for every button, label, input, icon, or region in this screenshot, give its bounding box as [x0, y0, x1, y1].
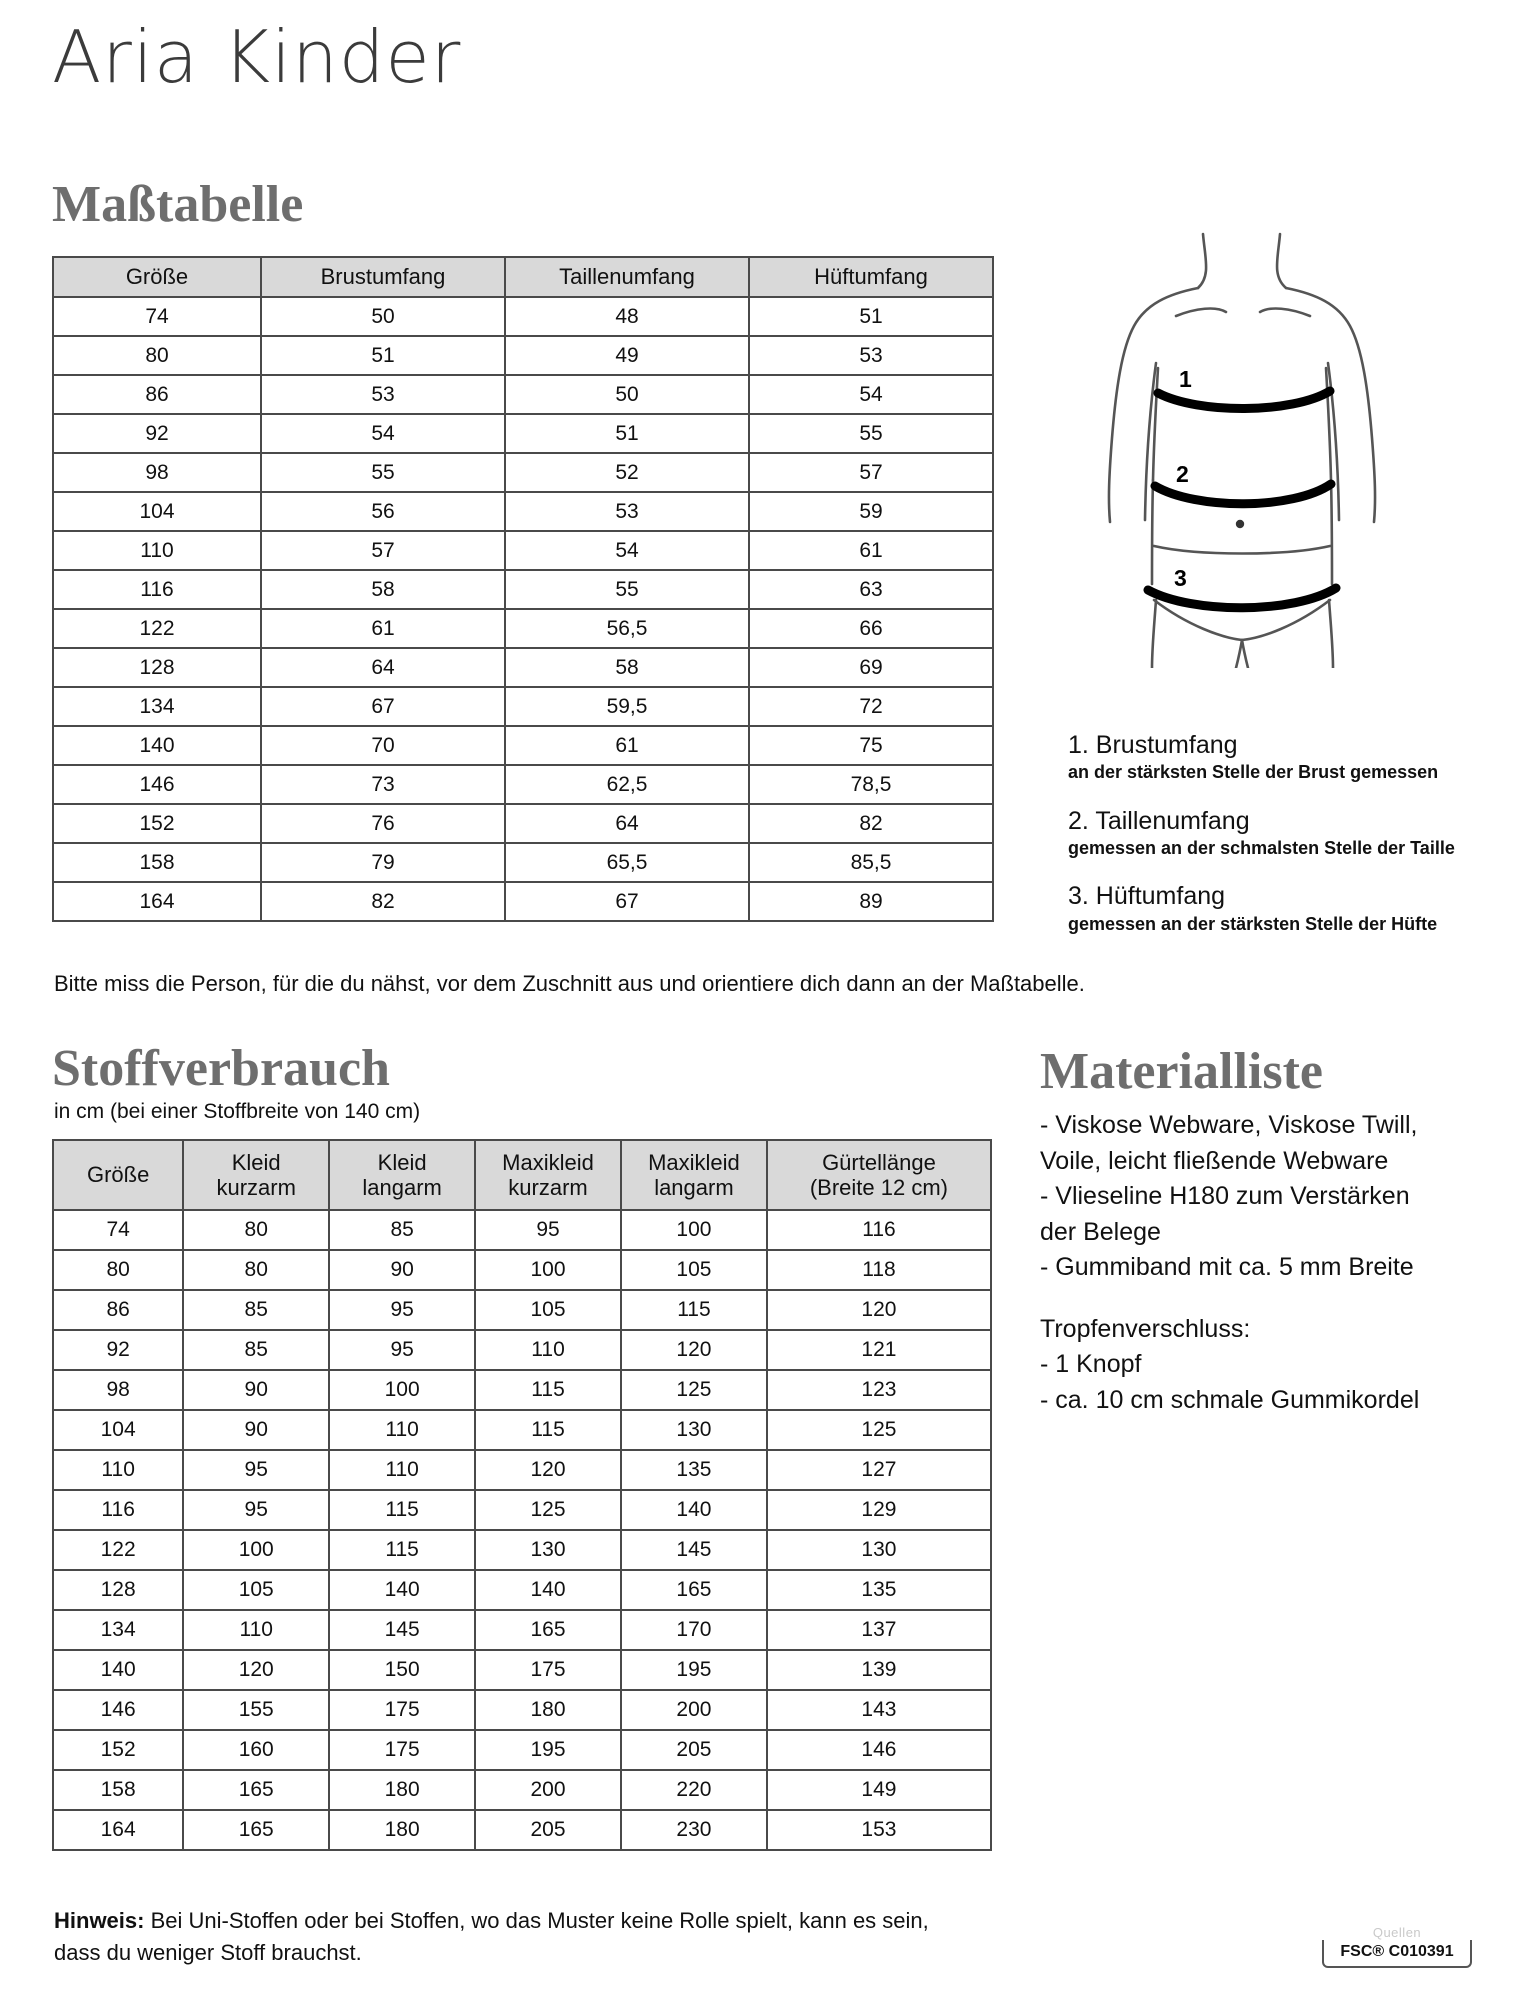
cell-value: 180 — [329, 1770, 475, 1810]
cell-value: 63 — [749, 570, 993, 609]
cell-value: 62,5 — [505, 765, 749, 804]
cell-value: 115 — [621, 1290, 767, 1330]
column-header-groesse: Größe — [53, 257, 261, 297]
cell-size: 92 — [53, 1330, 183, 1370]
material-list-item: - Vlieseline H180 zum Verstärken — [1040, 1182, 1410, 1210]
material-list-item: - Gummiband mit ca. 5 mm Breite — [1040, 1253, 1414, 1281]
legend-item-title: 3. Hüftumfang — [1068, 882, 1226, 911]
cell-value: 100 — [621, 1210, 767, 1250]
cell-value: 105 — [183, 1570, 329, 1610]
cell-value: 61 — [261, 609, 505, 648]
material-list-item: der Belege — [1040, 1217, 1161, 1246]
table-row — [53, 1730, 991, 1770]
brand-title: Aria Kinder — [52, 15, 462, 99]
cell-value: 95 — [183, 1490, 329, 1530]
cell-value: 120 — [621, 1330, 767, 1370]
cell-size: 74 — [53, 1210, 183, 1250]
cell-size: 110 — [53, 1450, 183, 1490]
cell-value: 100 — [183, 1530, 329, 1570]
table-row — [53, 1650, 991, 1690]
table-row — [53, 687, 993, 726]
cell-value: 170 — [621, 1610, 767, 1650]
cell-value: 180 — [329, 1810, 475, 1850]
material-group-title: Tropfenverschluss: — [1040, 1314, 1251, 1343]
cell-value: 146 — [767, 1730, 991, 1770]
cell-value: 82 — [749, 804, 993, 843]
cell-value: 61 — [505, 726, 749, 765]
table-row — [53, 1370, 991, 1410]
cell-value: 85,5 — [749, 843, 993, 882]
cell-size: 110 — [53, 531, 261, 570]
cell-value: 85 — [183, 1330, 329, 1370]
cell-value: 155 — [183, 1690, 329, 1730]
cell-value: 135 — [767, 1570, 991, 1610]
table-row — [53, 453, 993, 492]
cell-value: 127 — [767, 1450, 991, 1490]
cell-value: 125 — [621, 1370, 767, 1410]
cell-value: 139 — [767, 1650, 991, 1690]
cell-value: 115 — [475, 1410, 621, 1450]
cell-value: 64 — [505, 804, 749, 843]
cell-value: 51 — [261, 336, 505, 375]
column-header — [183, 1140, 329, 1210]
measure-table-heading: Maßtabelle — [52, 176, 304, 233]
cell-size: 80 — [53, 1250, 183, 1290]
cell-value: 65,5 — [505, 843, 749, 882]
cell-value: 85 — [329, 1210, 475, 1250]
cell-size: 74 — [53, 297, 261, 336]
cell-value: 80 — [183, 1250, 329, 1290]
column-header-line2: kurzarm — [216, 1175, 296, 1200]
cell-size: 158 — [53, 843, 261, 882]
table-row — [53, 1330, 991, 1370]
legend-item-description: gemessen an der stärksten Stelle der Hüfte — [1068, 913, 1438, 934]
cell-value: 121 — [767, 1330, 991, 1370]
table-header-row — [53, 257, 993, 297]
cell-value: 90 — [183, 1410, 329, 1450]
cell-value: 57 — [261, 531, 505, 570]
cell-value: 90 — [183, 1370, 329, 1410]
cell-value: 56 — [261, 492, 505, 531]
table-header-row — [53, 1140, 991, 1210]
cell-size: 116 — [53, 570, 261, 609]
table-row — [53, 765, 993, 804]
material-list-item: Voile, leicht fließende Webware — [1040, 1146, 1389, 1175]
cell-value: 89 — [749, 882, 993, 921]
measure-note: Bitte miss die Person, für die du nähst, vor dem Zuschnitt aus und orientiere dich dann an der Maßtabelle. — [54, 971, 1085, 996]
cell-size: 128 — [53, 1570, 183, 1610]
material-list-item: - 1 Knopf — [1040, 1350, 1142, 1378]
cell-value: 140 — [329, 1570, 475, 1610]
cell-value: 145 — [621, 1530, 767, 1570]
cell-value: 125 — [767, 1410, 991, 1450]
legend-item-3 — [1068, 881, 1488, 936]
column-header-hueftumfang: Hüftumfang — [749, 257, 993, 297]
cell-value: 205 — [475, 1810, 621, 1850]
cell-size: 134 — [53, 1610, 183, 1650]
legend-item-1 — [1068, 730, 1488, 785]
cell-value: 50 — [505, 375, 749, 414]
cell-value: 153 — [767, 1810, 991, 1850]
legend-item-2 — [1068, 806, 1488, 861]
cell-size: 116 — [53, 1490, 183, 1530]
material-list — [1040, 1108, 1480, 1418]
cell-value: 55 — [261, 453, 505, 492]
table-row — [53, 1290, 991, 1330]
cell-value: 110 — [183, 1610, 329, 1650]
table-row — [53, 531, 993, 570]
material-list-item: - Viskose Webware, Viskose Twill, — [1040, 1111, 1418, 1139]
body-measurement-diagram — [1048, 228, 1448, 668]
cell-value: 175 — [329, 1730, 475, 1770]
cell-value: 48 — [505, 297, 749, 336]
cell-value: 58 — [505, 648, 749, 687]
cell-value: 200 — [475, 1770, 621, 1810]
column-header-line1: Gürtellänge — [822, 1149, 936, 1175]
cell-value: 55 — [505, 570, 749, 609]
fsc-quellen-label: Quellen — [1372, 1925, 1422, 1940]
table-row — [53, 1410, 991, 1450]
cell-size: 104 — [53, 1410, 183, 1450]
cell-value: 61 — [749, 531, 993, 570]
cell-value: 54 — [505, 531, 749, 570]
cell-value: 50 — [261, 297, 505, 336]
table-row — [53, 648, 993, 687]
cell-size: 152 — [53, 1730, 183, 1770]
fabric-subcaption: in cm (bei einer Stoffbreite von 140 cm) — [54, 1100, 421, 1123]
navel-dot — [1236, 520, 1244, 528]
table-row — [53, 336, 993, 375]
cell-value: 78,5 — [749, 765, 993, 804]
column-header-line1: Kleid — [377, 1149, 427, 1175]
legend-item-title: 2. Taillenumfang — [1068, 806, 1250, 835]
cell-value: 137 — [767, 1610, 991, 1650]
table-row — [53, 1770, 991, 1810]
cell-value: 51 — [749, 297, 993, 336]
cell-size: 122 — [53, 1530, 183, 1570]
column-header-brustumfang: Brustumfang — [261, 257, 505, 297]
cell-value: 53 — [749, 336, 993, 375]
measure-table-body — [53, 297, 993, 921]
cell-size: 80 — [53, 336, 261, 375]
cell-value: 118 — [767, 1250, 991, 1290]
column-header-line1: Größe — [86, 1162, 150, 1188]
material-list-item: - ca. 10 cm schmale Gummikordel — [1040, 1385, 1420, 1414]
table-row — [53, 492, 993, 531]
table-row — [53, 1450, 991, 1490]
cell-value: 200 — [621, 1690, 767, 1730]
material-list-heading: Materialliste — [1040, 1043, 1323, 1100]
cell-value: 79 — [261, 843, 505, 882]
table-row — [53, 609, 993, 648]
cell-value: 66 — [749, 609, 993, 648]
fabric-table — [52, 1139, 992, 1851]
table-row — [53, 1210, 991, 1250]
marker-2-label: 2 — [1176, 461, 1189, 487]
cell-value: 85 — [183, 1290, 329, 1330]
cell-value: 57 — [749, 453, 993, 492]
cell-value: 100 — [329, 1370, 475, 1410]
cell-size: 164 — [53, 882, 261, 921]
cell-value: 76 — [261, 804, 505, 843]
cell-size: 146 — [53, 765, 261, 804]
cell-value: 220 — [621, 1770, 767, 1810]
cell-value: 120 — [475, 1450, 621, 1490]
cell-value: 125 — [475, 1490, 621, 1530]
cell-value: 123 — [767, 1370, 991, 1410]
cell-value: 95 — [329, 1330, 475, 1370]
cell-value: 205 — [621, 1730, 767, 1770]
cell-value: 129 — [767, 1490, 991, 1530]
cell-size: 152 — [53, 804, 261, 843]
legend-item-description: an der stärksten Stelle der Brust gemessen — [1068, 762, 1439, 783]
cell-value: 51 — [505, 414, 749, 453]
table-row — [53, 297, 993, 336]
cell-value: 54 — [261, 414, 505, 453]
cell-value: 115 — [329, 1490, 475, 1530]
cell-value: 115 — [329, 1530, 475, 1570]
cell-value: 130 — [475, 1530, 621, 1570]
cell-value: 73 — [261, 765, 505, 804]
cell-value: 110 — [329, 1450, 475, 1490]
table-row — [53, 1610, 991, 1650]
table-row — [53, 882, 993, 921]
cell-size: 98 — [53, 453, 261, 492]
cell-value: 150 — [329, 1650, 475, 1690]
fsc-badge — [1322, 1925, 1472, 1968]
cell-value: 116 — [767, 1210, 991, 1250]
cell-value: 67 — [505, 882, 749, 921]
cell-value: 143 — [767, 1690, 991, 1730]
cell-value: 165 — [183, 1770, 329, 1810]
cell-value: 69 — [749, 648, 993, 687]
cell-value: 105 — [475, 1290, 621, 1330]
cell-value: 120 — [767, 1290, 991, 1330]
measurement-legend — [1068, 730, 1488, 957]
fsc-code: FSC® C010391 — [1322, 1940, 1472, 1968]
cell-value: 110 — [475, 1330, 621, 1370]
cell-size: 98 — [53, 1370, 183, 1410]
cell-value: 82 — [261, 882, 505, 921]
table-row — [53, 414, 993, 453]
marker-3-label: 3 — [1174, 565, 1187, 591]
cell-value: 130 — [767, 1530, 991, 1570]
column-header-line2: langarm — [362, 1175, 442, 1200]
cell-value: 195 — [475, 1730, 621, 1770]
table-row — [53, 1810, 991, 1850]
legend-item-description: gemessen an der schmalsten Stelle der Taille — [1068, 837, 1455, 858]
column-header-line1: Maxikleid — [648, 1149, 740, 1175]
cell-value: 175 — [475, 1650, 621, 1690]
cell-value: 59,5 — [505, 687, 749, 726]
cell-value: 72 — [749, 687, 993, 726]
table-row — [53, 1250, 991, 1290]
cell-size: 86 — [53, 1290, 183, 1330]
measure-table — [52, 256, 994, 922]
cell-size: 164 — [53, 1810, 183, 1850]
cell-size: 134 — [53, 687, 261, 726]
column-header — [475, 1140, 621, 1210]
cell-value: 130 — [621, 1410, 767, 1450]
cell-size: 92 — [53, 414, 261, 453]
cell-value: 53 — [505, 492, 749, 531]
table-row — [53, 1530, 991, 1570]
cell-value: 67 — [261, 687, 505, 726]
cell-value: 95 — [475, 1210, 621, 1250]
cell-size: 128 — [53, 648, 261, 687]
cell-value: 145 — [329, 1610, 475, 1650]
column-header-line2: kurzarm — [508, 1175, 588, 1200]
table-row — [53, 570, 993, 609]
cell-value: 160 — [183, 1730, 329, 1770]
cell-value: 90 — [329, 1250, 475, 1290]
cell-value: 95 — [329, 1290, 475, 1330]
column-header-line1: Kleid — [231, 1149, 281, 1175]
cell-value: 56,5 — [505, 609, 749, 648]
column-header — [621, 1140, 767, 1210]
column-header-line2: (Breite 12 cm) — [809, 1175, 949, 1200]
cell-value: 105 — [621, 1250, 767, 1290]
cell-size: 122 — [53, 609, 261, 648]
column-header — [329, 1140, 475, 1210]
cell-size: 104 — [53, 492, 261, 531]
table-row — [53, 1690, 991, 1730]
cell-value: 54 — [749, 375, 993, 414]
cell-value: 64 — [261, 648, 505, 687]
table-row — [53, 375, 993, 414]
cell-value: 180 — [475, 1690, 621, 1730]
cell-size: 158 — [53, 1770, 183, 1810]
cell-value: 149 — [767, 1770, 991, 1810]
cell-value: 100 — [475, 1250, 621, 1290]
cell-value: 75 — [749, 726, 993, 765]
cell-value: 140 — [475, 1570, 621, 1610]
table-row — [53, 1570, 991, 1610]
fabric-table-heading: Stoffverbrauch — [52, 1040, 390, 1097]
legend-item-title: 1. Brustumfang — [1068, 731, 1238, 759]
cell-value: 55 — [749, 414, 993, 453]
column-header-taillenumfang: Taillenumfang — [505, 257, 749, 297]
hinweis-text: Bei Uni-Stoffen oder bei Stoffen, wo das Muster keine Rolle spielt, kann es sein, dass du weniger Stoff brauchst. — [54, 1908, 929, 1965]
cell-value: 165 — [183, 1810, 329, 1850]
cell-value: 95 — [183, 1450, 329, 1490]
cell-value: 135 — [621, 1450, 767, 1490]
table-row — [53, 726, 993, 765]
column-header — [53, 1140, 183, 1210]
cell-value: 195 — [621, 1650, 767, 1690]
column-header-line2: langarm — [654, 1175, 734, 1200]
column-header — [767, 1140, 991, 1210]
marker-1-label: 1 — [1179, 366, 1192, 392]
cell-value: 52 — [505, 453, 749, 492]
cell-value: 115 — [475, 1370, 621, 1410]
cell-value: 165 — [621, 1570, 767, 1610]
cell-value: 120 — [183, 1650, 329, 1690]
cell-value: 175 — [329, 1690, 475, 1730]
material-list-spacer — [1040, 1286, 1480, 1312]
cell-value: 49 — [505, 336, 749, 375]
chest-band — [1158, 391, 1330, 409]
cell-value: 165 — [475, 1610, 621, 1650]
cell-value: 140 — [621, 1490, 767, 1530]
cell-size: 86 — [53, 375, 261, 414]
cell-size: 146 — [53, 1690, 183, 1730]
table-row — [53, 843, 993, 882]
cell-value: 110 — [329, 1410, 475, 1450]
column-header-line1: Maxikleid — [502, 1149, 594, 1175]
cell-value: 70 — [261, 726, 505, 765]
fabric-table-body — [53, 1210, 991, 1850]
cell-value: 230 — [621, 1810, 767, 1850]
hinweis-label: Hinweis: — [54, 1908, 145, 1933]
cell-value: 58 — [261, 570, 505, 609]
cell-size: 140 — [53, 1650, 183, 1690]
table-row — [53, 1490, 991, 1530]
table-row — [53, 804, 993, 843]
cell-size: 140 — [53, 726, 261, 765]
cell-value: 53 — [261, 375, 505, 414]
cell-value: 80 — [183, 1210, 329, 1250]
cell-value: 59 — [749, 492, 993, 531]
hinweis-note — [54, 1905, 954, 1969]
